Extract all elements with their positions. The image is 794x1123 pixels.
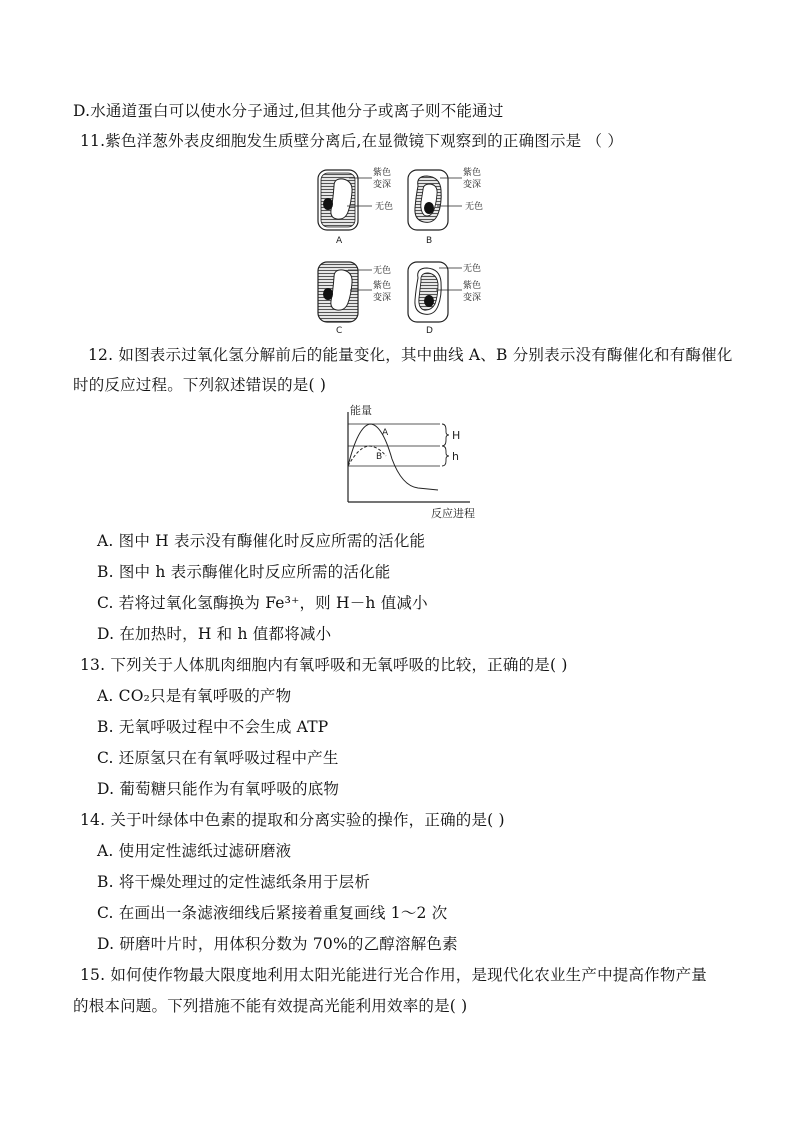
q12-stem-line1: 12. 如图表示过氧化氢分解前后的能量变化，其中曲线 A、B 分别表示没有酶催化和有酶催化 xyxy=(88,346,733,364)
q11-c-label-mid: 紫色 xyxy=(373,281,392,291)
q13-option-b: B. 无氧呼吸过程中不会生成 ATP xyxy=(97,718,329,736)
q11-d-label-top: 无色 xyxy=(463,264,482,274)
q11-a-label-top: 紫色 xyxy=(373,168,392,178)
q11-a-label-top2: 变深 xyxy=(373,180,392,190)
q12-small-h-label: h xyxy=(452,450,459,463)
q14-stem: 14. 关于叶绿体中色素的提取和分离实验的操作，正确的是( ) xyxy=(80,811,505,829)
q12-curve-a-label: A xyxy=(382,428,389,438)
q11-c-label-mid2: 变深 xyxy=(373,293,392,303)
q12-option-d: D. 在加热时，H 和 h 值都将减小 xyxy=(97,625,332,643)
q11-c-label-top: 无色 xyxy=(373,266,392,276)
q11-d-letter: D xyxy=(426,326,433,334)
q11-d-label-mid: 紫色 xyxy=(463,281,482,291)
q13-stem: 13. 下列关于人体肌肉细胞内有氧呼吸和无氧呼吸的比较，正确的是( ) xyxy=(80,656,568,674)
q14-option-b: B. 将干燥处理过的定性滤纸条用于层析 xyxy=(97,873,371,891)
q12-stem-line2: 时的反应过程。下列叙述错误的是( ) xyxy=(73,376,327,394)
q12-x-label: 反应进程 xyxy=(431,507,475,520)
q11-d-label-mid2: 变深 xyxy=(463,293,482,303)
q12-curve-b-label: B xyxy=(376,452,383,462)
q12-energy-diagram xyxy=(330,404,490,522)
q11-stem xyxy=(80,131,623,151)
q13-option-d: D. 葡萄糖只能作为有氧呼吸的底物 xyxy=(97,780,340,798)
q14-option-c: C. 在画出一条滤液细线后紧接着重复画线 1～2 次 xyxy=(97,904,448,922)
q12-y-label: 能量 xyxy=(350,404,372,417)
q12-curve-a xyxy=(348,424,438,490)
q11-cell-b xyxy=(408,166,483,246)
q11-a-letter: A xyxy=(336,236,343,246)
q11-cell-a xyxy=(318,166,393,246)
q11-b-label-top: 紫色 xyxy=(463,168,482,178)
q12-option-c: C. 若将过氧化氢酶换为 Fe³⁺，则 H－h 值减小 xyxy=(97,594,428,612)
q14-option-d: D. 研磨叶片时，用体积分数为 70%的乙醇溶解色素 xyxy=(97,935,458,953)
q11-cell-diagram xyxy=(310,164,500,334)
q11-cell-d xyxy=(408,262,481,334)
q11-a-label-mid: 无色 xyxy=(375,202,394,212)
q12-option-b: B. 图中 h 表示酶催化时反应所需的活化能 xyxy=(97,563,391,581)
q11-b-letter: B xyxy=(426,236,433,246)
q15-stem-line1: 15. 如何使作物最大限度地利用太阳光能进行光合作用，是现代化农业生产中提高作物产量 xyxy=(80,966,707,984)
q13-option-c: C. 还原氢只在有氧呼吸过程中产生 xyxy=(97,749,339,767)
q11-b-label-top2: 变深 xyxy=(463,180,482,190)
q10-option-d: D.水通道蛋白可以使水分子通过,但其他分子或离子则不能通过 xyxy=(73,102,504,120)
q11-b-label-mid: 无色 xyxy=(465,202,484,212)
q15-stem-line2: 的根本问题。下列措施不能有效提高光能利用效率的是( ) xyxy=(73,997,468,1015)
q11-answer-paren: （ ） xyxy=(586,132,624,150)
q12-big-h-label: H xyxy=(452,429,461,442)
q12-option-a: A. 图中 H 表示没有酶催化时反应所需的活化能 xyxy=(97,532,426,550)
q11-stem-text: 11.紫色洋葱外表皮细胞发生质壁分离后,在显微镜下观察到的正确图示是 xyxy=(80,132,582,150)
q11-cell-c xyxy=(318,262,391,334)
q13-option-a: A. CO₂只是有氧呼吸的产物 xyxy=(97,687,292,705)
q11-c-letter: C xyxy=(336,326,343,334)
q14-option-a: A. 使用定性滤纸过滤研磨液 xyxy=(97,842,292,860)
